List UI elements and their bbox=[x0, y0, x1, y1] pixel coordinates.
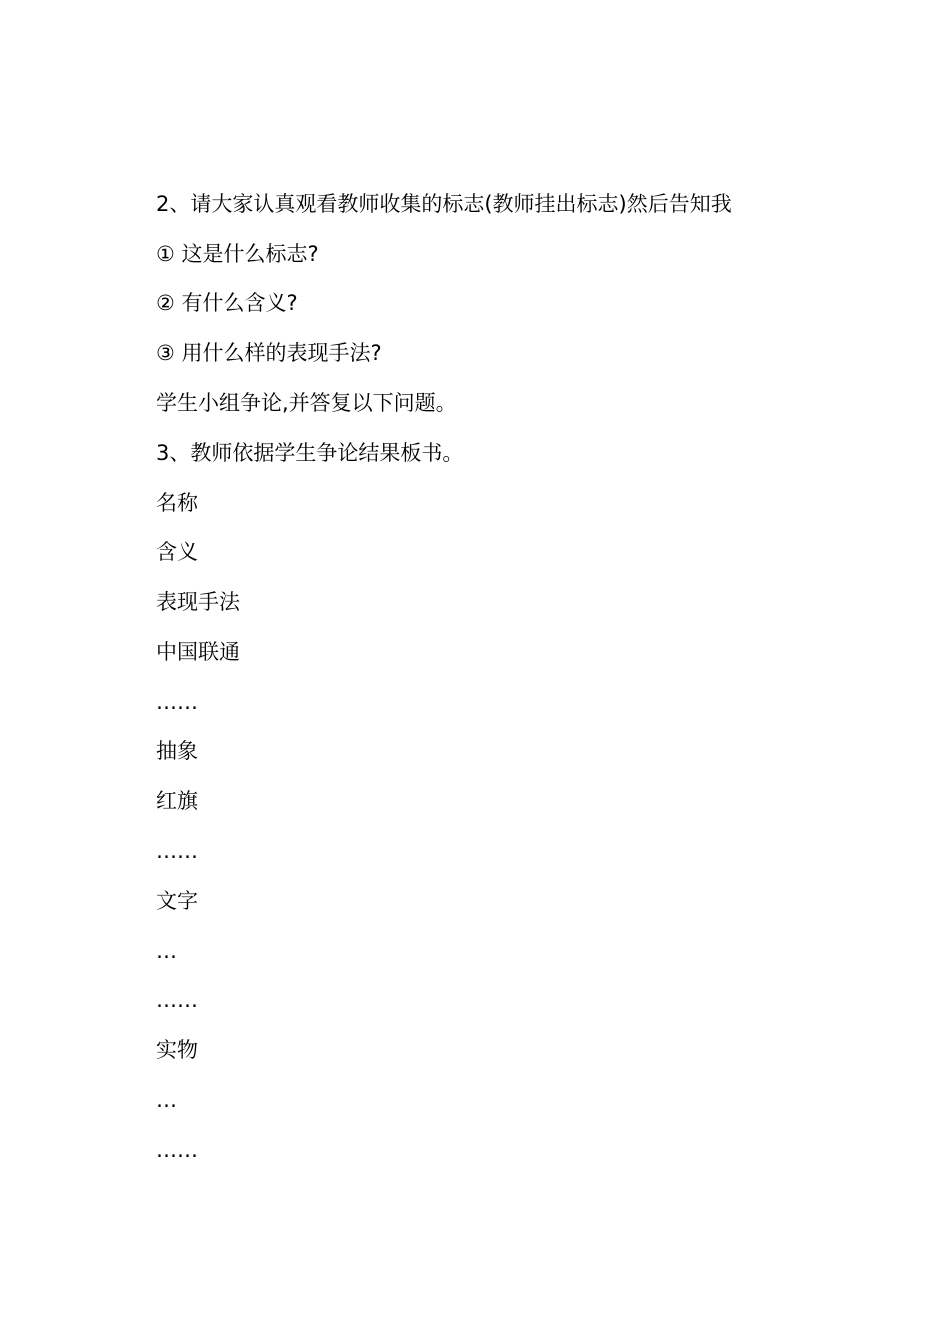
question-1: ① 这是什么标志? bbox=[156, 242, 319, 266]
step-2-instruction: 2、请大家认真观看教师收集的标志(教师挂出标志)然后告知我 bbox=[156, 192, 732, 216]
question-3: ③ 用什么样的表现手法? bbox=[156, 341, 382, 365]
board-item-ellipsis-short: … bbox=[156, 1088, 177, 1112]
board-item-meaning: 含义 bbox=[156, 540, 198, 564]
board-item-ellipsis-short: … bbox=[156, 939, 177, 963]
student-discussion: 学生小组争论,并答复以下问题。 bbox=[156, 391, 457, 415]
board-item-object: 实物 bbox=[156, 1038, 198, 1062]
step-3-instruction: 3、教师依据学生争论结果板书。 bbox=[156, 441, 464, 465]
board-item-name: 名称 bbox=[156, 491, 198, 515]
board-item-ellipsis: …… bbox=[156, 988, 198, 1012]
board-item-abstract: 抽象 bbox=[156, 739, 198, 763]
board-item-text: 文字 bbox=[156, 889, 198, 913]
board-item-ellipsis: …… bbox=[156, 839, 198, 863]
board-item-ellipsis: …… bbox=[156, 690, 198, 714]
board-item-ellipsis: …… bbox=[156, 1138, 198, 1162]
question-2: ② 有什么含义? bbox=[156, 291, 298, 315]
board-item-red-flag: 红旗 bbox=[156, 789, 198, 813]
board-item-china-unicom: 中国联通 bbox=[156, 640, 240, 664]
board-item-technique: 表现手法 bbox=[156, 590, 240, 614]
